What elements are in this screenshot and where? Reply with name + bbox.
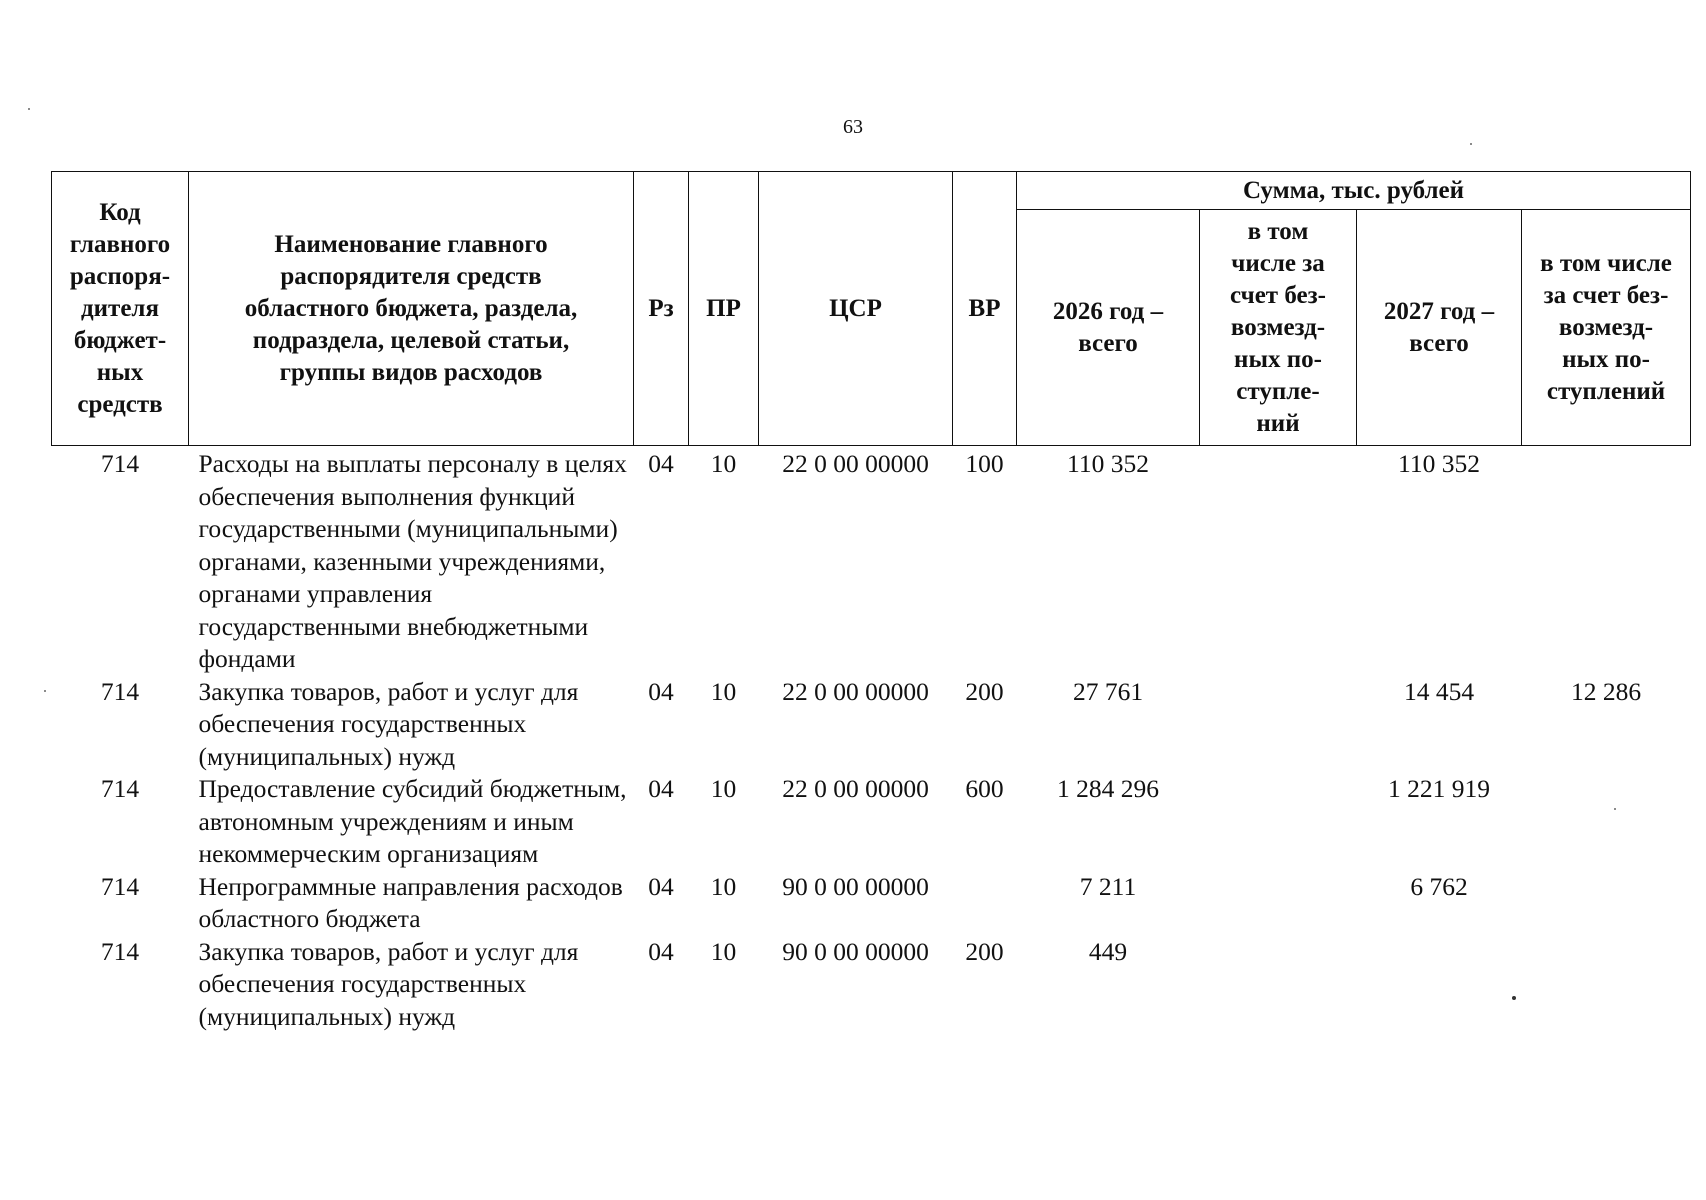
header-rz: Рз [634,172,689,446]
header-pr: ПР [689,172,759,446]
budget-table-container [51,171,1690,1033]
cell-pr: 10 [710,449,737,478]
cell-vr: 200 [965,936,1004,966]
cell-2027-total: 6 762 [1410,871,1468,901]
cell-code: 714 [100,871,140,901]
cell-2027-free [1522,936,1691,1034]
cell-2027-free [1522,446,1691,676]
cell-csr: 22 0 00 00000 [782,774,929,803]
scan-speck [44,690,46,692]
scan-speck [1512,996,1516,1000]
cell-rz: 04 [648,774,674,803]
header-vr: ВР [953,172,1017,446]
cell-name: Расходы на выплаты персоналу в целях обеспечения выполнения функций государственными (муниципальными) органами, казенными учреждениями, органами управления государственными внебюджетными фондами [198,449,627,673]
table-row [52,773,1691,871]
cell-code: 714 [100,936,140,966]
cell-2026-total: 1 284 296 [1057,774,1159,803]
header-code: Код главного распоря-дителя бюджет-ных средств [52,172,189,446]
cell-name: Закупка товаров, работ и услуг для обеспечения государственных (муниципальных) нужд [198,676,579,771]
cell-rz: 04 [648,676,674,706]
scan-speck [28,108,30,110]
cell-name: Закупка товаров, работ и услуг для обеспечения государственных (муниципальных) нужд [198,936,579,1031]
scan-speck [1470,143,1472,145]
cell-code: 714 [100,449,140,478]
cell-2027-free: 12 286 [1570,676,1642,706]
table-header [52,172,1691,446]
cell-csr: 22 0 00 00000 [782,449,929,478]
cell-2026-total: 449 [1088,936,1128,966]
cell-vr: 100 [965,449,1004,478]
scan-speck [1614,808,1616,810]
cell-rz: 04 [648,871,674,901]
cell-2026-free [1200,676,1357,774]
cell-vr: 200 [965,676,1004,706]
cell-2026-total: 27 761 [1072,676,1144,706]
cell-pr: 10 [710,676,737,706]
cell-2026-total: 7 211 [1079,871,1137,901]
header-2026-total: 2026 год – всего [1017,210,1200,446]
table-row [52,871,1691,936]
cell-vr [953,871,1017,936]
cell-2027-free [1522,871,1691,936]
cell-2027-total: 110 352 [1398,449,1480,478]
cell-pr: 10 [710,936,737,966]
table-row [52,936,1691,1034]
cell-2026-free [1200,871,1357,936]
cell-2026-free [1200,446,1357,676]
cell-vr: 600 [965,774,1004,803]
cell-2026-free [1200,773,1357,871]
cell-2026-free [1200,936,1357,1034]
cell-pr: 10 [710,871,737,901]
header-name: Наименование главного распорядителя средств областного бюджета, раздела, подраздела, целевой статьи, группы видов расходов [189,172,634,446]
table-row [52,446,1691,676]
cell-2027-free [1522,773,1691,871]
cell-csr: 22 0 00 00000 [782,676,929,706]
cell-name: Предоставление субсидий бюджетным, автономным учреждениям и иным некоммерческим организациям [198,774,627,868]
header-2027-free: в том числе за счет без-возмезд-ных по-ступлений [1522,210,1691,446]
header-csr: ЦСР [759,172,953,446]
cell-csr: 90 0 00 00000 [782,936,929,966]
cell-code: 714 [100,774,140,803]
header-2026-free: в том числе за счет без-возмезд-ных по-ступле-ний [1200,210,1357,446]
cell-2027-total [1357,936,1522,1034]
cell-rz: 04 [648,449,674,478]
table-row [52,676,1691,774]
budget-table [51,171,1691,1033]
cell-pr: 10 [710,774,737,803]
cell-name: Непрограммные направления расходов областного бюджета [198,871,623,933]
table-body [52,446,1691,1034]
cell-2027-total: 14 454 [1403,676,1475,706]
cell-2026-total: 110 352 [1067,449,1149,478]
page-number: 63 [843,116,863,138]
cell-code: 714 [100,676,140,706]
cell-2027-total: 1 221 919 [1388,774,1490,803]
header-sum: Сумма, тыс. рублей [1017,172,1691,210]
cell-csr: 90 0 00 00000 [782,871,929,901]
cell-rz: 04 [648,936,674,966]
header-2027-total: 2027 год – всего [1357,210,1522,446]
